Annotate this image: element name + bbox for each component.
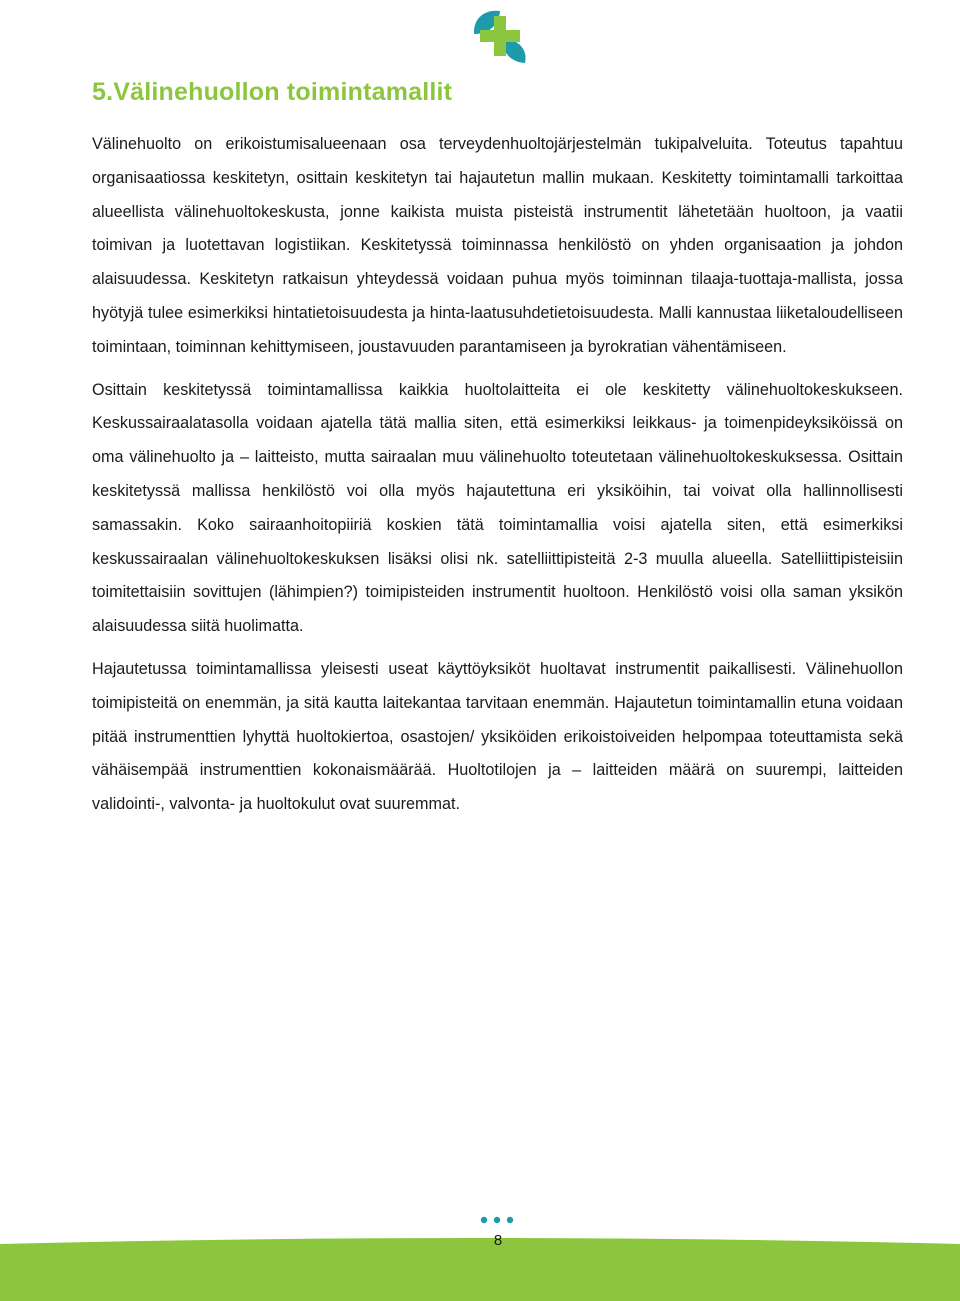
cross-leaf-logo-icon — [468, 4, 532, 68]
paragraph-centralized-model: Välinehuolto on erikoistumisalueenaan osa terveydenhuoltojärjestelmän tukipalveluita. Toteutus tapahtuu organisaatiossa keskitetyn, osittain keskitetyn tai hajautetun mallin mukaan. Keskitetty toimintamalli tarkoittaa alueellista välinehuoltokeskusta, jonne kaikista muista pisteistä instrumentit lähetetään huoltoon, ja vaatii toimivan ja luotettavan logistiikan. Keskitetyssä toiminnassa henkilöstö on yhden organisaation ja johdon alaisuudessa. Keskitetyn ratkaisun yhteydessä voidaan puhua myös toiminnan tilaaja-tuottaja-mallista, jossa hyötyjä tulee esimerkiksi hintatietoisuudesta ja hinta-laatusuhdetietoisuudesta. Malli kannustaa liiketaloudelliseen toimintaan, toiminnan kehittymiseen, joustavuuden parantamiseen ja byrokratian vähentämiseen. — [92, 135, 903, 356]
page-number: 8 — [493, 1232, 503, 1249]
paragraph-partially-centralized-model: Osittain keskitetyssä toimintamallissa kaikkia huoltolaitteita ei ole keskitetty välinehuoltokeskukseen. Keskussairaalatasolla voidaan ajatella tätä mallia siten, että esimerkiksi leikkaus- ja toimenpideyksiköissä on oma välinehuolto ja – laitteisto, mutta sairaalan muu välinehuolto toteutetaan välinehuoltokeskuksessa. Osittain keskitetyssä mallissa henkilöstö voi olla myös hajautettuna eri yksiköihin, tai voivat olla hallinnollisesti samassakin. Koko sairaanhoitopiiriä koskien tätä toimintamallia voisi ajatella siten, että esimerkiksi keskussairaalan välinehuoltokeskuksen lisäksi olisi nk. satelliittipisteitä 2-3 muulla alueella. Satelliittipisteisiin toimitettaisiin sovittujen (lähimpien?) toimipisteiden instrumentit huoltoon. Henkilöstö voisi olla saman yksikön alaisuudessa siitä huolimatta. — [92, 380, 903, 636]
body-text — [92, 128, 903, 822]
three-dots-icon — [479, 1215, 515, 1225]
page-title: 5.Välinehuollon toimintamallit — [92, 78, 453, 106]
paragraph-decentralized-model: Hajautetussa toimintamallissa yleisesti useat käyttöyksiköt huoltavat instrumentit paikallisesti. Välinehuollon toimipisteitä on enemmän, ja sitä kautta laitekantaa tarvitaan enemmän. Hajautetun toimintamallin etuna voidaan pitää instrumenttien lyhyttä huoltokiertoa, osastojen/ yksiköiden erikoistoiveiden helpompaa toteuttamista sekä vähäisempää instrumenttien kokonaismäärää. Huoltotilojen ja – laitteiden määrä on suurempi, laitteiden validointi-, valvonta- ja huoltokulut ovat suuremmat. — [92, 659, 903, 814]
